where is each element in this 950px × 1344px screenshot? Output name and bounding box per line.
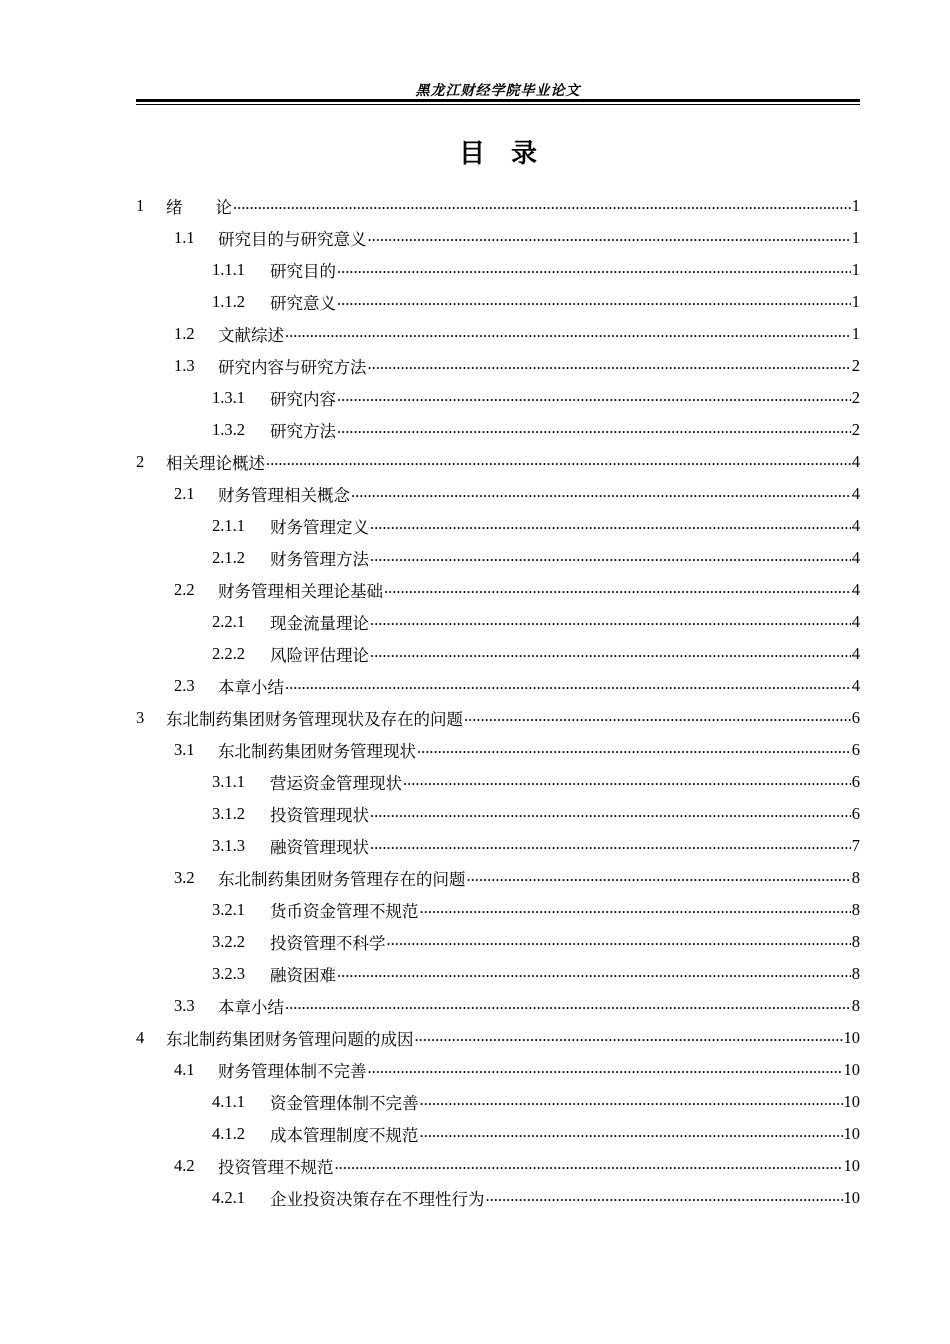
toc-entry-title: 投资管理不科学 xyxy=(270,934,386,953)
toc-dot-leader xyxy=(337,262,851,279)
toc-entry-number: 1.2 xyxy=(174,324,195,343)
toc-entry-page: 2 xyxy=(851,388,860,407)
toc-entry-page: 8 xyxy=(851,868,860,887)
toc-dot-leader xyxy=(420,1126,843,1143)
toc-entry-number: 1 xyxy=(136,196,145,215)
toc-entry-number: 2.2.2 xyxy=(212,644,245,663)
toc-entry-title: 财务管理定义 xyxy=(270,518,369,537)
toc-entry-title: 融资管理现状 xyxy=(270,838,369,857)
toc-dot-leader xyxy=(370,646,851,663)
toc-entry-number: 3.1.3 xyxy=(212,836,245,855)
toc-entry-number: 2.2.1 xyxy=(212,612,245,631)
toc-entry[interactable] xyxy=(136,1118,860,1150)
toc-entry-title: 相关理论概述 xyxy=(166,454,265,473)
toc-entry[interactable] xyxy=(136,350,860,382)
toc-entry-title: 成本管理制度不规范 xyxy=(270,1126,419,1145)
toc-entry-title: 融资困难 xyxy=(270,966,336,985)
toc-entry[interactable] xyxy=(136,862,860,894)
toc-entry-page: 6 xyxy=(851,740,860,759)
toc-dot-leader xyxy=(370,550,851,567)
toc-entry-page: 6 xyxy=(851,772,860,791)
toc-entry-title: 资金管理体制不完善 xyxy=(270,1094,419,1113)
toc-entry-number: 3.1.2 xyxy=(212,804,245,823)
toc-entry-title: 货币资金管理不规范 xyxy=(270,902,419,921)
toc-entry[interactable] xyxy=(136,926,860,958)
toc-entry-title: 财务管理相关理论基础 xyxy=(218,582,383,601)
toc-dot-leader xyxy=(233,198,851,215)
toc-entry-title: 投资管理现状 xyxy=(270,806,369,825)
toc-dot-leader xyxy=(417,742,851,759)
toc-entry-number: 3.2 xyxy=(174,868,195,887)
toc-dot-leader xyxy=(351,486,851,503)
toc-entry-title: 营运资金管理现状 xyxy=(270,774,402,793)
toc-entry[interactable] xyxy=(136,1086,860,1118)
toc-dot-leader xyxy=(368,358,851,375)
toc-dot-leader xyxy=(266,454,851,471)
toc-entry-page: 6 xyxy=(851,708,860,727)
toc-entry-number: 2.2 xyxy=(174,580,195,599)
toc-entry-number: 3 xyxy=(136,708,145,727)
toc-dot-leader xyxy=(403,774,851,791)
toc-entry-number: 4.1.1 xyxy=(212,1092,245,1111)
toc-dot-leader xyxy=(370,806,851,823)
toc-entry-number: 4.1 xyxy=(174,1060,195,1079)
toc-entry-page: 10 xyxy=(843,1028,860,1047)
toc-entry-page: 6 xyxy=(851,804,860,823)
toc-entry-page: 4 xyxy=(851,452,860,471)
toc-entry-title: 财务管理方法 xyxy=(270,550,369,569)
toc-entry-number: 1.1 xyxy=(174,228,195,247)
toc-entry-number: 1.3.1 xyxy=(212,388,245,407)
toc-dot-leader xyxy=(285,326,851,343)
toc-entry[interactable] xyxy=(136,382,860,414)
toc-entry-page: 10 xyxy=(843,1124,860,1143)
toc-entry-title: 东北制药集团财务管理存在的问题 xyxy=(218,870,466,889)
toc-entry[interactable] xyxy=(136,734,860,766)
toc-entry-number: 1.1.2 xyxy=(212,292,245,311)
toc-entry-page: 10 xyxy=(843,1060,860,1079)
toc-entry[interactable] xyxy=(136,446,860,478)
toc-entry-page: 10 xyxy=(843,1188,860,1207)
toc-dot-leader xyxy=(420,1094,843,1111)
toc-entry-title: 投资管理不规范 xyxy=(218,1158,334,1177)
toc-dot-leader xyxy=(464,710,851,727)
toc-entry-page: 4 xyxy=(851,676,860,695)
toc-entry[interactable] xyxy=(136,894,860,926)
toc-entry-page: 1 xyxy=(851,292,860,311)
toc-entry-number: 2.1.1 xyxy=(212,516,245,535)
toc-entry-title: 绪 论 xyxy=(166,198,232,217)
toc-entry[interactable] xyxy=(136,318,860,350)
toc-entry-title: 东北制药集团财务管理问题的成因 xyxy=(166,1030,414,1049)
toc-entry[interactable] xyxy=(136,574,860,606)
toc-entry[interactable] xyxy=(136,638,860,670)
toc-entry-number: 4.2.1 xyxy=(212,1188,245,1207)
toc-entry-title: 东北制药集团财务管理现状 xyxy=(218,742,416,761)
toc-dot-leader xyxy=(384,582,851,599)
toc-entry-number: 1.1.1 xyxy=(212,260,245,279)
toc-entry-page: 4 xyxy=(851,516,860,535)
toc-entry-title: 现金流量理论 xyxy=(270,614,369,633)
toc-dot-leader xyxy=(486,1190,843,1207)
toc-entry-title: 风险评估理论 xyxy=(270,646,369,665)
toc-entry[interactable] xyxy=(136,766,860,798)
toc-dot-leader xyxy=(368,230,851,247)
toc-entry[interactable] xyxy=(136,1150,860,1182)
toc-entry[interactable] xyxy=(136,670,860,702)
toc-entry-page: 2 xyxy=(851,420,860,439)
toc-dot-leader xyxy=(415,1030,843,1047)
toc-title: 目 录 xyxy=(458,139,537,169)
toc-entry-page: 4 xyxy=(851,484,860,503)
toc-entry-page: 1 xyxy=(851,196,860,215)
toc-entry-page: 4 xyxy=(851,644,860,663)
toc-dot-leader xyxy=(467,870,851,887)
toc-entry[interactable] xyxy=(136,990,860,1022)
toc-entry[interactable] xyxy=(136,254,860,286)
toc-entry[interactable] xyxy=(136,798,860,830)
toc-entry-number: 4 xyxy=(136,1028,145,1047)
toc-entry-title: 财务管理相关概念 xyxy=(218,486,350,505)
toc-entry-page: 10 xyxy=(843,1156,860,1175)
toc-entry-page: 8 xyxy=(851,964,860,983)
toc-dot-leader xyxy=(337,294,851,311)
toc-entry-page: 4 xyxy=(851,580,860,599)
toc-entry-page: 1 xyxy=(851,324,860,343)
toc-dot-leader xyxy=(285,998,851,1015)
toc-entry-number: 3.2.2 xyxy=(212,932,245,951)
toc-entry-title: 文献综述 xyxy=(218,326,284,345)
toc-entry-title: 研究目的 xyxy=(270,262,336,281)
toc-entry-page: 8 xyxy=(851,932,860,951)
toc-dot-leader xyxy=(368,1062,843,1079)
toc-entry-title: 研究内容 xyxy=(270,390,336,409)
toc-entry-number: 3.1.1 xyxy=(212,772,245,791)
toc-entry[interactable] xyxy=(136,830,860,862)
toc-entry[interactable] xyxy=(136,414,860,446)
toc-entry[interactable] xyxy=(136,222,860,254)
toc-dot-leader xyxy=(285,678,851,695)
toc-entry[interactable] xyxy=(136,510,860,542)
toc-entry-title: 研究内容与研究方法 xyxy=(218,358,367,377)
toc-entry-number: 3.1 xyxy=(174,740,195,759)
toc-dot-leader xyxy=(370,518,851,535)
toc-dot-leader xyxy=(420,902,851,919)
toc-entry-title: 研究目的与研究意义 xyxy=(218,230,367,249)
toc-entry-page: 10 xyxy=(843,1092,860,1111)
toc-entry-page: 1 xyxy=(851,228,860,247)
toc-entry-page: 4 xyxy=(851,612,860,631)
toc-entry-number: 3.2.1 xyxy=(212,900,245,919)
toc-entry[interactable] xyxy=(136,1054,860,1086)
running-header: 黑龙江财经学院毕业论文 xyxy=(415,84,581,99)
toc-entry[interactable] xyxy=(136,1022,860,1054)
toc-entry-page: 7 xyxy=(851,836,860,855)
header-rule-thin xyxy=(136,104,860,105)
toc-entry[interactable] xyxy=(136,702,860,734)
toc-entry-title: 研究意义 xyxy=(270,294,336,313)
toc-entry-page: 8 xyxy=(851,900,860,919)
toc-dot-leader xyxy=(337,422,851,439)
toc-entry-number: 2.1.2 xyxy=(212,548,245,567)
toc-entry-number: 2.1 xyxy=(174,484,195,503)
toc-entry-page: 1 xyxy=(851,260,860,279)
toc-entry-title: 研究方法 xyxy=(270,422,336,441)
header-rule-thick xyxy=(136,99,860,102)
toc-dot-leader xyxy=(387,934,851,951)
toc-entry-number: 4.2 xyxy=(174,1156,195,1175)
toc-dot-leader xyxy=(337,966,851,983)
toc-entry-page: 2 xyxy=(851,356,860,375)
toc-entry-number: 3.2.3 xyxy=(212,964,245,983)
toc-dot-leader xyxy=(370,838,851,855)
toc-dot-leader xyxy=(370,614,851,631)
toc-dot-leader xyxy=(337,390,851,407)
toc-entry-title: 本章小结 xyxy=(218,998,284,1017)
toc-entry[interactable] xyxy=(136,1182,860,1214)
toc-entry-title: 企业投资决策存在不理性行为 xyxy=(270,1190,485,1209)
toc-entry-title: 财务管理体制不完善 xyxy=(218,1062,367,1081)
toc-entry[interactable] xyxy=(136,190,860,222)
toc-entry-number: 4.1.2 xyxy=(212,1124,245,1143)
toc-entry-number: 2.3 xyxy=(174,676,195,695)
toc-entry[interactable] xyxy=(136,286,860,318)
toc-entry-title: 东北制药集团财务管理现状及存在的问题 xyxy=(166,710,463,729)
toc-entry-page: 4 xyxy=(851,548,860,567)
table-of-contents xyxy=(136,190,860,1214)
toc-entry[interactable] xyxy=(136,606,860,638)
toc-dot-leader xyxy=(335,1158,843,1175)
toc-entry-title: 本章小结 xyxy=(218,678,284,697)
toc-entry-number: 1.3 xyxy=(174,356,195,375)
toc-entry[interactable] xyxy=(136,478,860,510)
toc-entry-number: 2 xyxy=(136,452,145,471)
toc-entry-page: 8 xyxy=(851,996,860,1015)
toc-entry[interactable] xyxy=(136,542,860,574)
toc-entry[interactable] xyxy=(136,958,860,990)
toc-entry-number: 3.3 xyxy=(174,996,195,1015)
toc-entry-number: 1.3.2 xyxy=(212,420,245,439)
